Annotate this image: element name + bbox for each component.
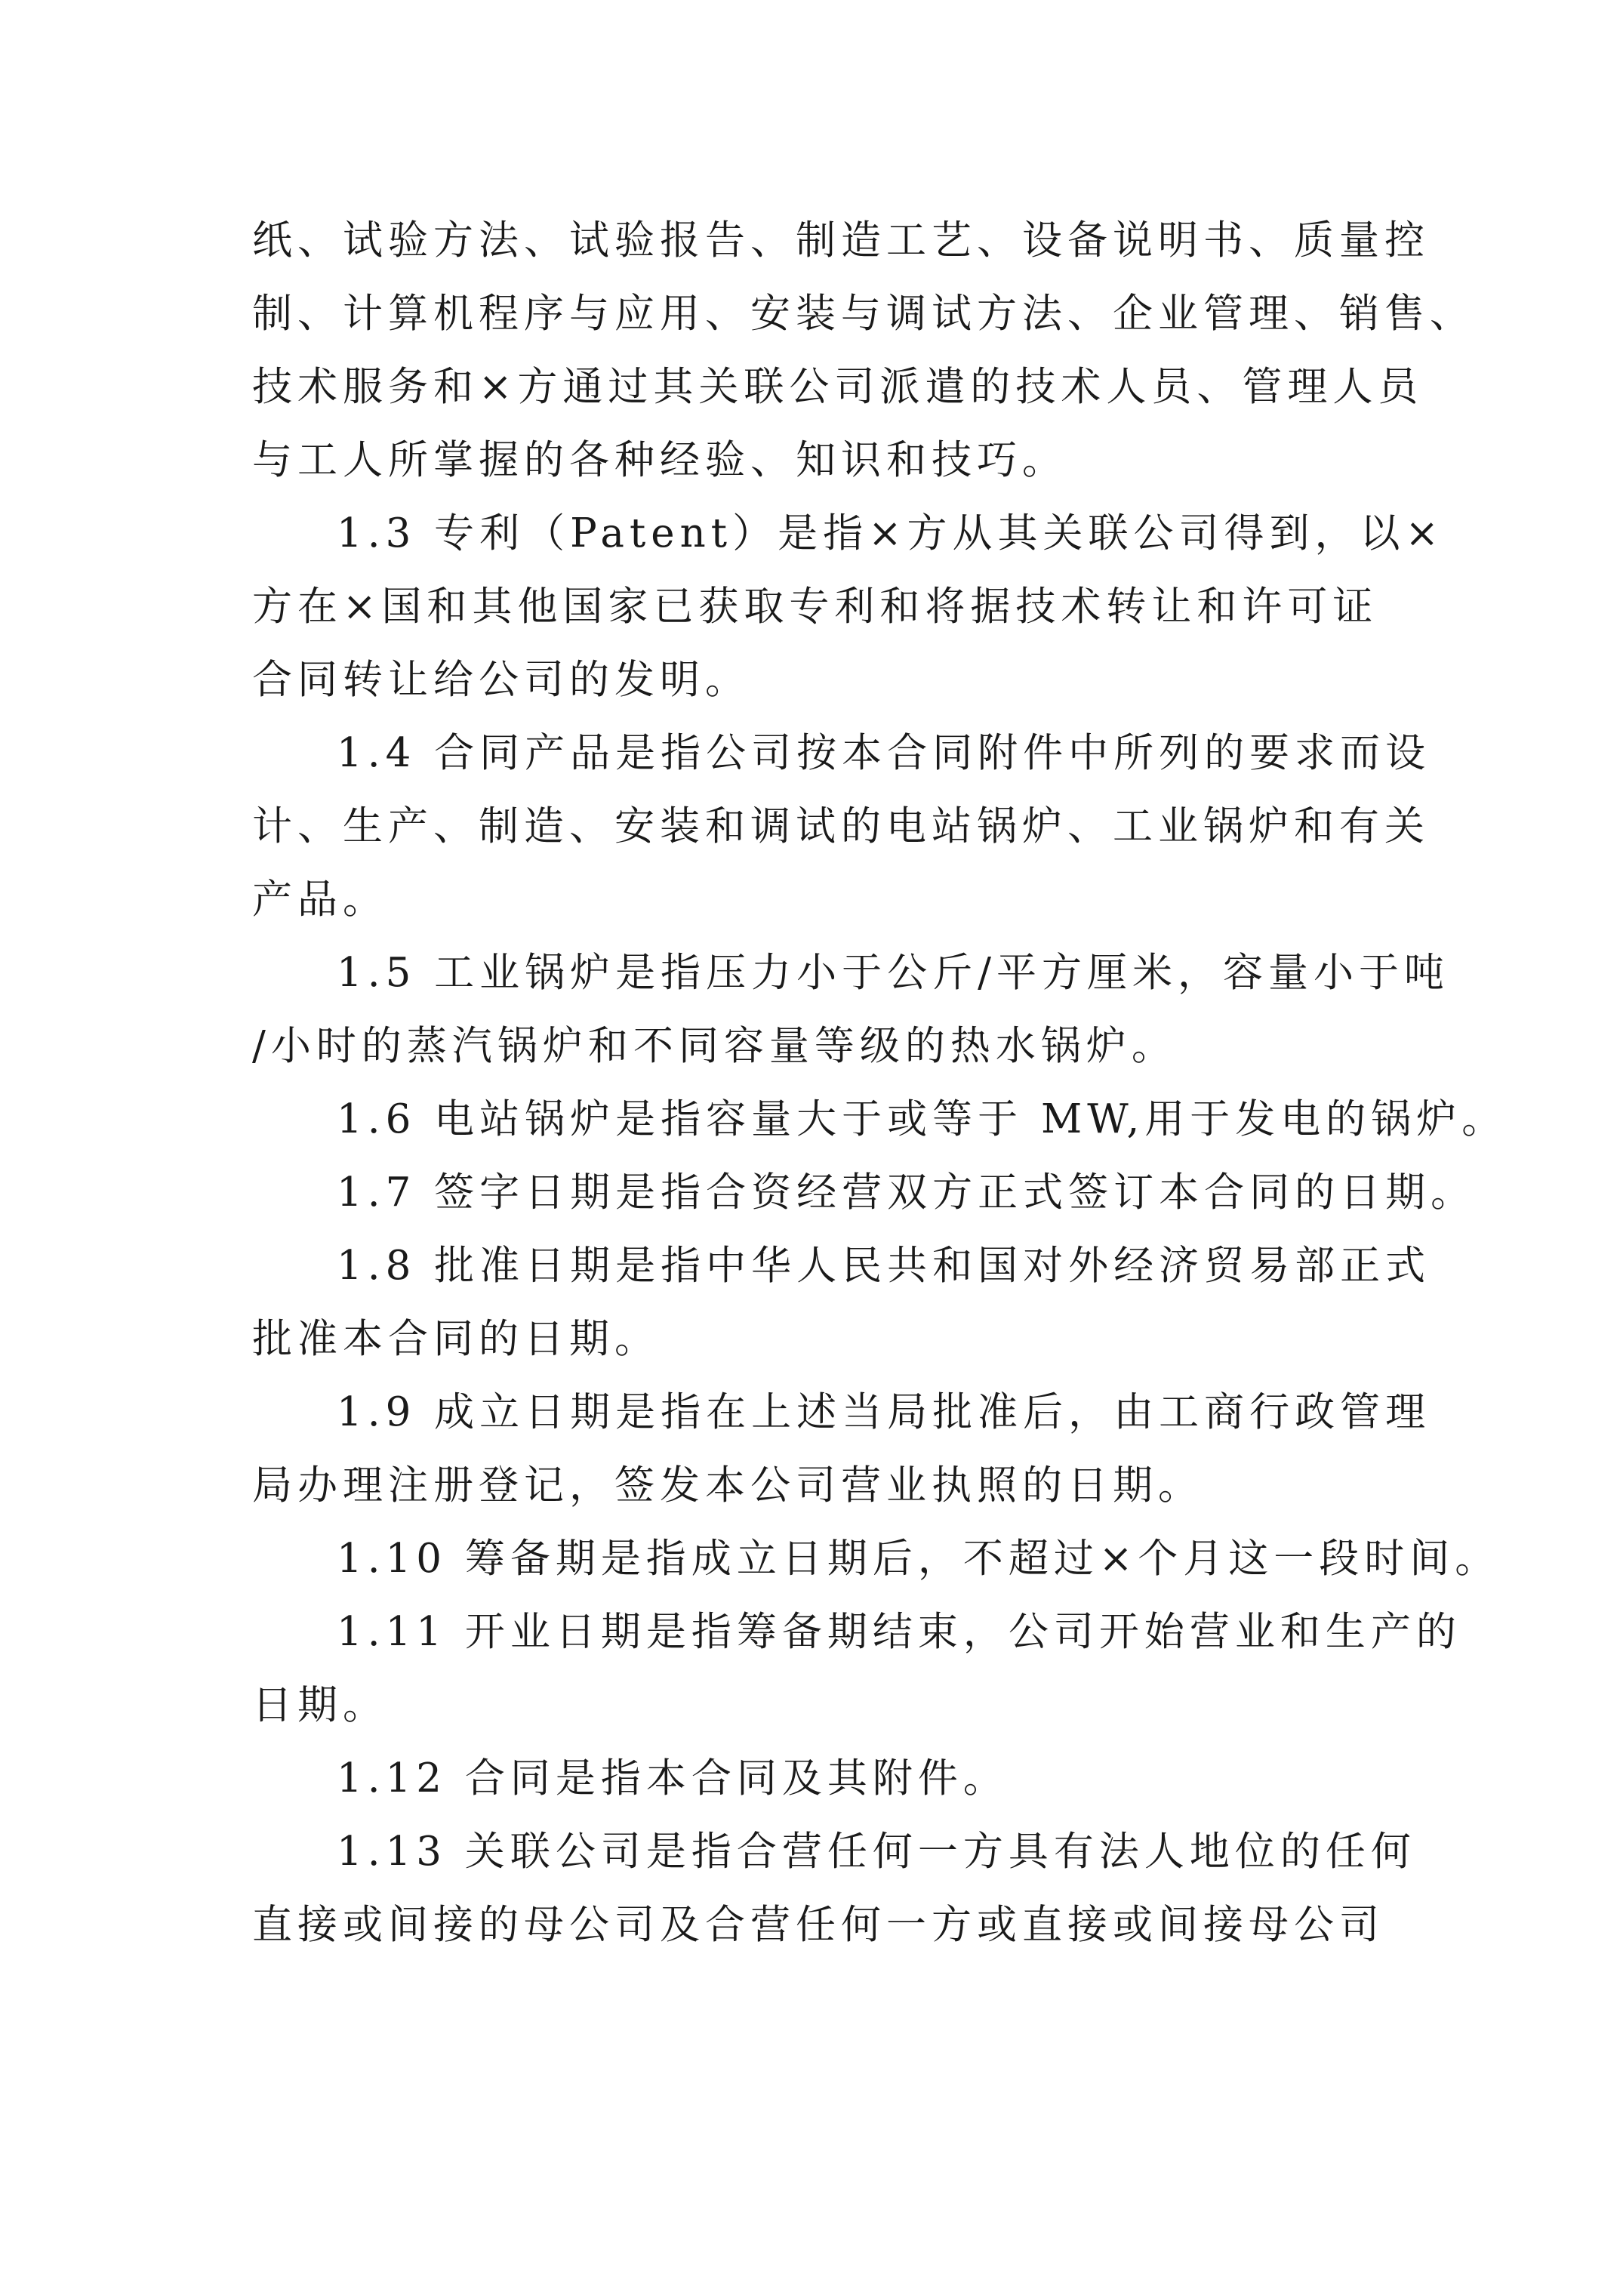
text-line: 1.11 开业日期是指筹备期结束，公司开始营业和生产的 [337,1609,1461,1655]
clause-1-13 [252,1815,1416,1962]
text-line: /小时的蒸汽锅炉和不同容量等级的热水锅炉。 [252,1023,1177,1069]
clause-1-10 [252,1522,1501,1595]
clause-1-6 [252,1083,1508,1156]
document-body [252,204,1508,1962]
text-line: 纸、试验方法、试验报告、制造工艺、设备说明书、质量控 [252,217,1430,264]
text-line: 1.6 电站锅炉是指容量大于或等于 MW,用于发电的锅炉。 [337,1096,1508,1142]
text-line: 1.8 批准日期是指中华人民共和国对外经济贸易部正式 [337,1243,1431,1289]
clause-1-4 [252,717,1431,936]
text-line: 与工人所掌握的各种经验、知识和技巧。 [252,437,1067,483]
clause-1-7 [252,1156,1477,1229]
paragraph-continued [252,204,1475,497]
text-line: 方在×国和其他国家已获取专利和将据技术转让和许可证 [252,584,1378,630]
clause-1-3 [252,497,1444,717]
text-line: 1.10 筹备期是指成立日期后，不超过×个月这一段时间。 [337,1536,1501,1582]
text-line: 制、计算机程序与应用、安装与调试方法、企业管理、销售、 [252,291,1475,337]
clause-1-12 [252,1742,1374,1815]
text-line: 1.7 签字日期是指合资经营双方正式签订本合同的日期。 [337,1170,1477,1216]
clause-1-11 [252,1595,1461,1742]
text-line: 1.4 合同产品是指公司按本合同附件中所列的要求而设 [337,730,1431,776]
text-line: 1.3 专利（Patent）是指×方从其关联公司得到，以× [337,510,1444,556]
text-line: 计、生产、制造、安装和调试的电站锅炉、工业锅炉和有关 [252,803,1430,849]
clause-1-9 [252,1376,1431,1522]
text-line: 批准本合同的日期。 [252,1316,660,1362]
clause-1-5 [252,936,1449,1083]
text-line: 1.5 工业锅炉是指压力小于公斤/平方厘米，容量小于吨 [337,950,1449,996]
text-line: 合同转让给公司的发明。 [252,657,750,703]
text-line: 局办理注册登记，签发本公司营业执照的日期。 [252,1462,1203,1509]
text-line: 技术服务和×方通过其关联公司派遣的技术人员、管理人员 [252,364,1424,410]
text-line: 日期。 [252,1682,388,1728]
text-line: 1.13 关联公司是指合营任何一方具有法人地位的任何 [337,1829,1416,1875]
clause-1-8 [252,1229,1431,1376]
text-line: 1.9 成立日期是指在上述当局批准后，由工商行政管理 [337,1389,1431,1435]
text-line: 产品。 [252,877,388,923]
text-line: 1.12 合同是指本合同及其附件。 [337,1755,1009,1801]
text-line: 直接或间接的母公司及合营任何一方或直接或间接母公司 [252,1902,1384,1948]
